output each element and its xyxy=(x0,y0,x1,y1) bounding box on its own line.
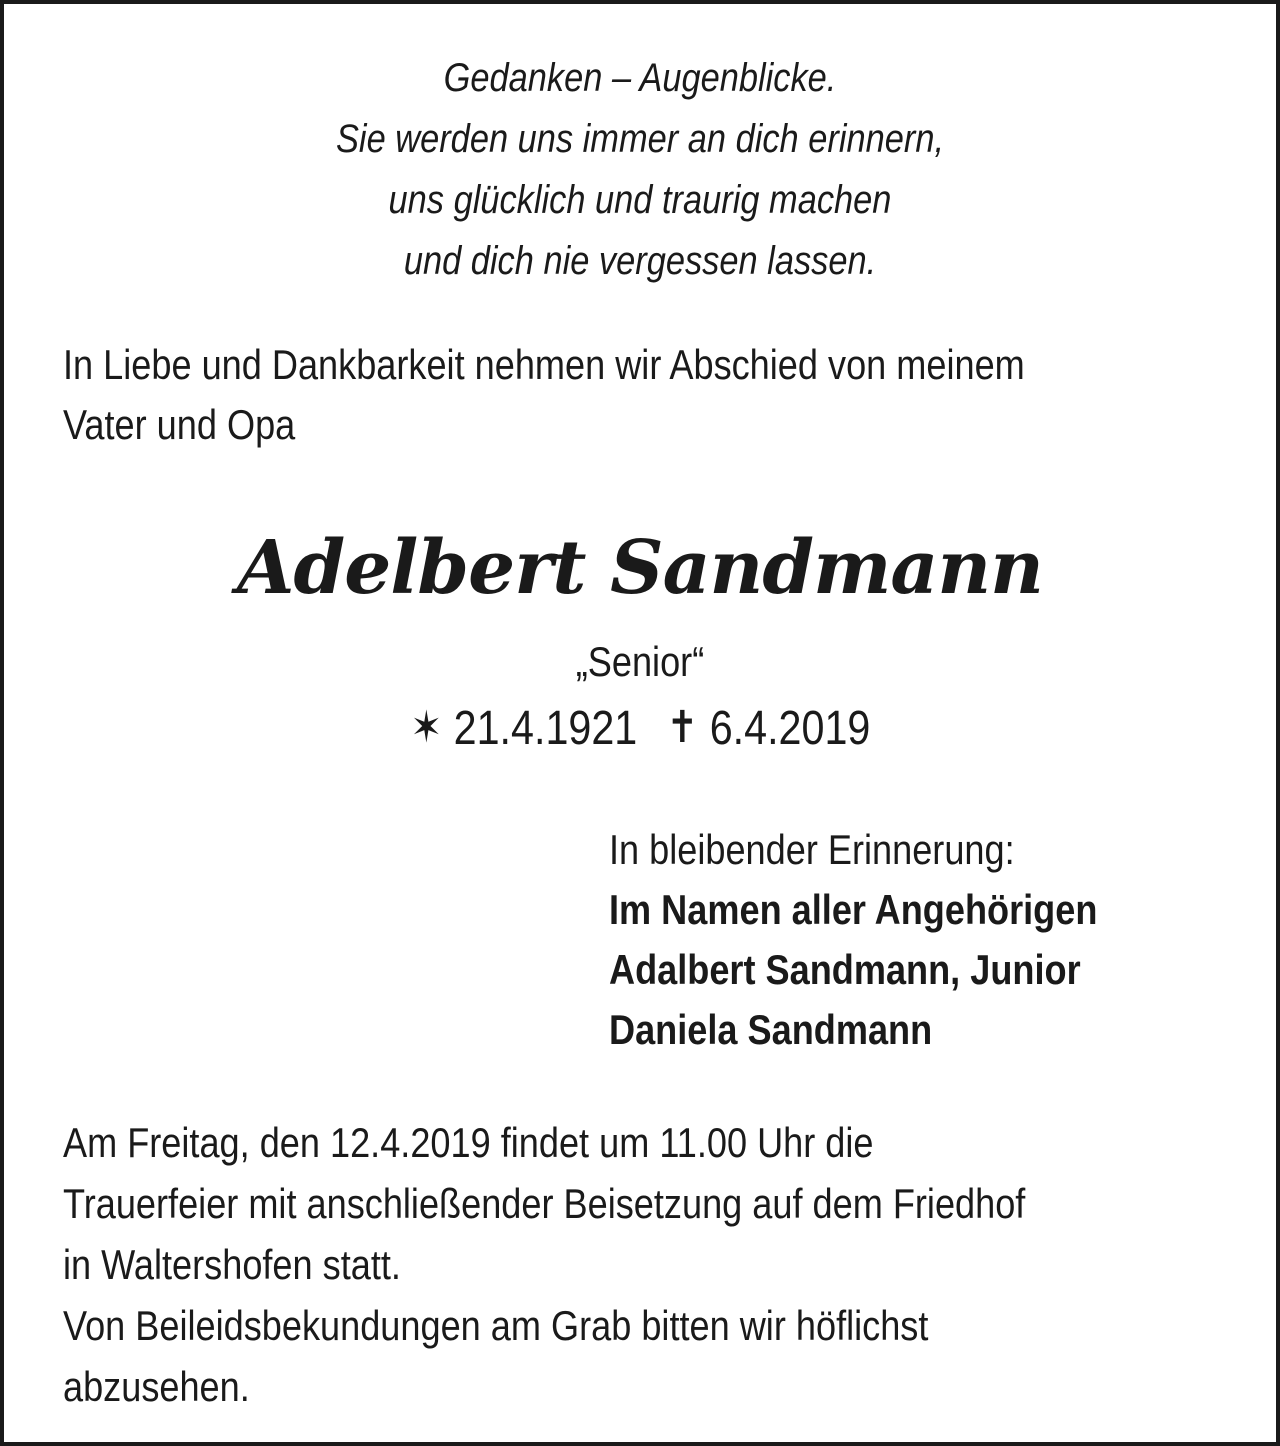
notice-line: Am Freitag, den 12.4.2019 findet um 11.00 Uhr die xyxy=(63,1119,874,1166)
signoff-line: Im Namen aller Angehörigen xyxy=(609,886,1098,933)
farewell-intro xyxy=(63,335,1025,455)
notice-line: Trauerfeier mit anschließender Beisetzung auf dem Friedhof xyxy=(63,1180,1026,1227)
notice-line: in Waltershofen statt. xyxy=(63,1241,401,1288)
signoff-heading: In bleibender Erinnerung: xyxy=(609,826,1015,873)
poem-line: Sie werden uns immer an dich erinnern, xyxy=(335,117,945,161)
deceased-nickname: „Senior“ xyxy=(575,638,705,685)
funeral-notice xyxy=(63,1112,1025,1417)
birth-star-icon: ✶ xyxy=(410,702,442,753)
intro-line: Vater und Opa xyxy=(63,401,296,448)
deceased-name: Adelbert Sandmann xyxy=(237,525,1043,611)
family-signoff xyxy=(609,820,1097,1060)
intro-line: In Liebe und Dankbarkeit nehmen wir Abschied von meinem xyxy=(63,341,1025,388)
signoff-line: Adalbert Sandmann, Junior xyxy=(609,946,1081,993)
notice-line: Von Beileidsbekundungen am Grab bitten wir höflichst xyxy=(63,1302,929,1349)
notice-line: abzusehen. xyxy=(63,1363,250,1410)
death-date: 6.4.2019 xyxy=(709,702,870,755)
poem-line: uns glücklich und traurig machen xyxy=(388,178,892,222)
memorial-poem xyxy=(90,48,1191,292)
poem-line: Gedanken – Augenblicke. xyxy=(443,56,837,100)
poem-line: und dich nie vergessen lassen. xyxy=(403,239,877,283)
death-cross-icon: ✝ xyxy=(666,702,698,753)
life-dates xyxy=(0,698,1280,759)
signoff-line: Daniela Sandmann xyxy=(609,1006,933,1053)
birth-date: 21.4.1921 xyxy=(453,702,637,755)
